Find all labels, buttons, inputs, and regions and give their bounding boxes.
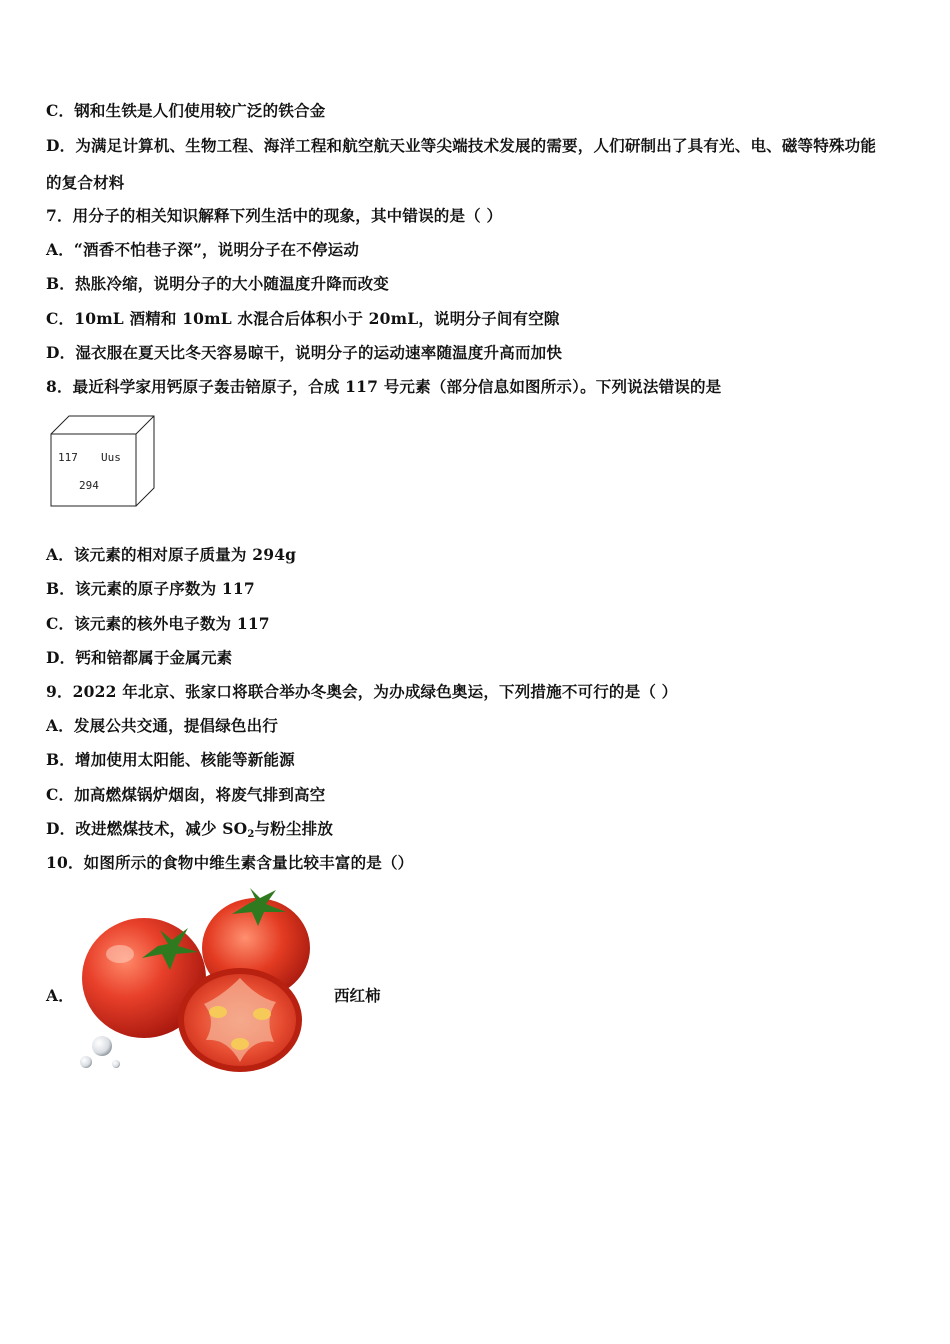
q8-option-b: B．该元素的原子序数为 117 [46, 579, 255, 598]
q7-option-c: C．10mL 酒精和 10mL 水混合后体积小于 20mL，说明分子间有空隙 [46, 309, 560, 328]
tomato-image [72, 886, 322, 1082]
q10-option-a-letter: A． [46, 986, 74, 1005]
q8-option-a: A．该元素的相对原子质量为 294g [46, 545, 297, 564]
q9-option-d [46, 819, 333, 845]
q7-stem: 7．用分子的相关知识解释下列生活中的现象，其中错误的是（ ） [46, 206, 503, 225]
element-info-cube [48, 414, 158, 508]
q6-option-c: C．钢和生铁是人们使用较广泛的铁合金 [46, 101, 326, 120]
q9-option-a: A．发展公共交通，提倡绿色出行 [46, 716, 279, 735]
q7-option-d: D．湿衣服在夏天比冬天容易晾干，说明分子的运动速率随温度升高而加快 [46, 343, 563, 362]
q7-option-b: B．热胀冷缩，说明分子的大小随温度升降而改变 [46, 274, 390, 293]
q7-option-a: A．“酒香不怕巷子深”，说明分子在不停运动 [46, 240, 360, 259]
q9-option-d-text-end: 与粉尘排放 [254, 819, 334, 838]
q9-option-d-subscript: 2 [247, 829, 255, 840]
q8-option-d: D．钙和锫都属于金属元素 [46, 648, 233, 667]
q6-option-d-line1: D．为满足计算机、生物工程、海洋工程和航空航天业等尖端技术发展的需要，人们研制出了具有光、电、磁等特殊功能 [46, 136, 877, 155]
q9-option-d-text: D．改进燃煤技术，减少 SO [46, 819, 248, 838]
element-mass: 294 [79, 479, 99, 492]
element-atomic-number: 117 [58, 451, 78, 464]
q10-stem: 10．如图所示的食物中维生素含量比较丰富的是（） [46, 853, 414, 872]
q6-option-d-line2: 的复合材料 [46, 173, 125, 192]
q8-option-c: C．该元素的核外电子数为 117 [46, 614, 270, 633]
q9-option-b: B．增加使用太阳能、核能等新能源 [46, 750, 295, 769]
element-symbol: Uus [101, 451, 121, 464]
q9-option-c: C．加高燃煤锅炉烟囱，将废气排到高空 [46, 785, 326, 804]
q9-stem: 9．2022 年北京、张家口将联合举办冬奥会，为办成绿色奥运，下列措施不可行的是（ ） [46, 682, 678, 701]
q10-option-a-label: 西红柿 [334, 986, 381, 1005]
q8-stem: 8．最近科学家用钙原子轰击锫原子，合成 117 号元素（部分信息如图所示）。下列说法错误的是 [46, 377, 722, 396]
